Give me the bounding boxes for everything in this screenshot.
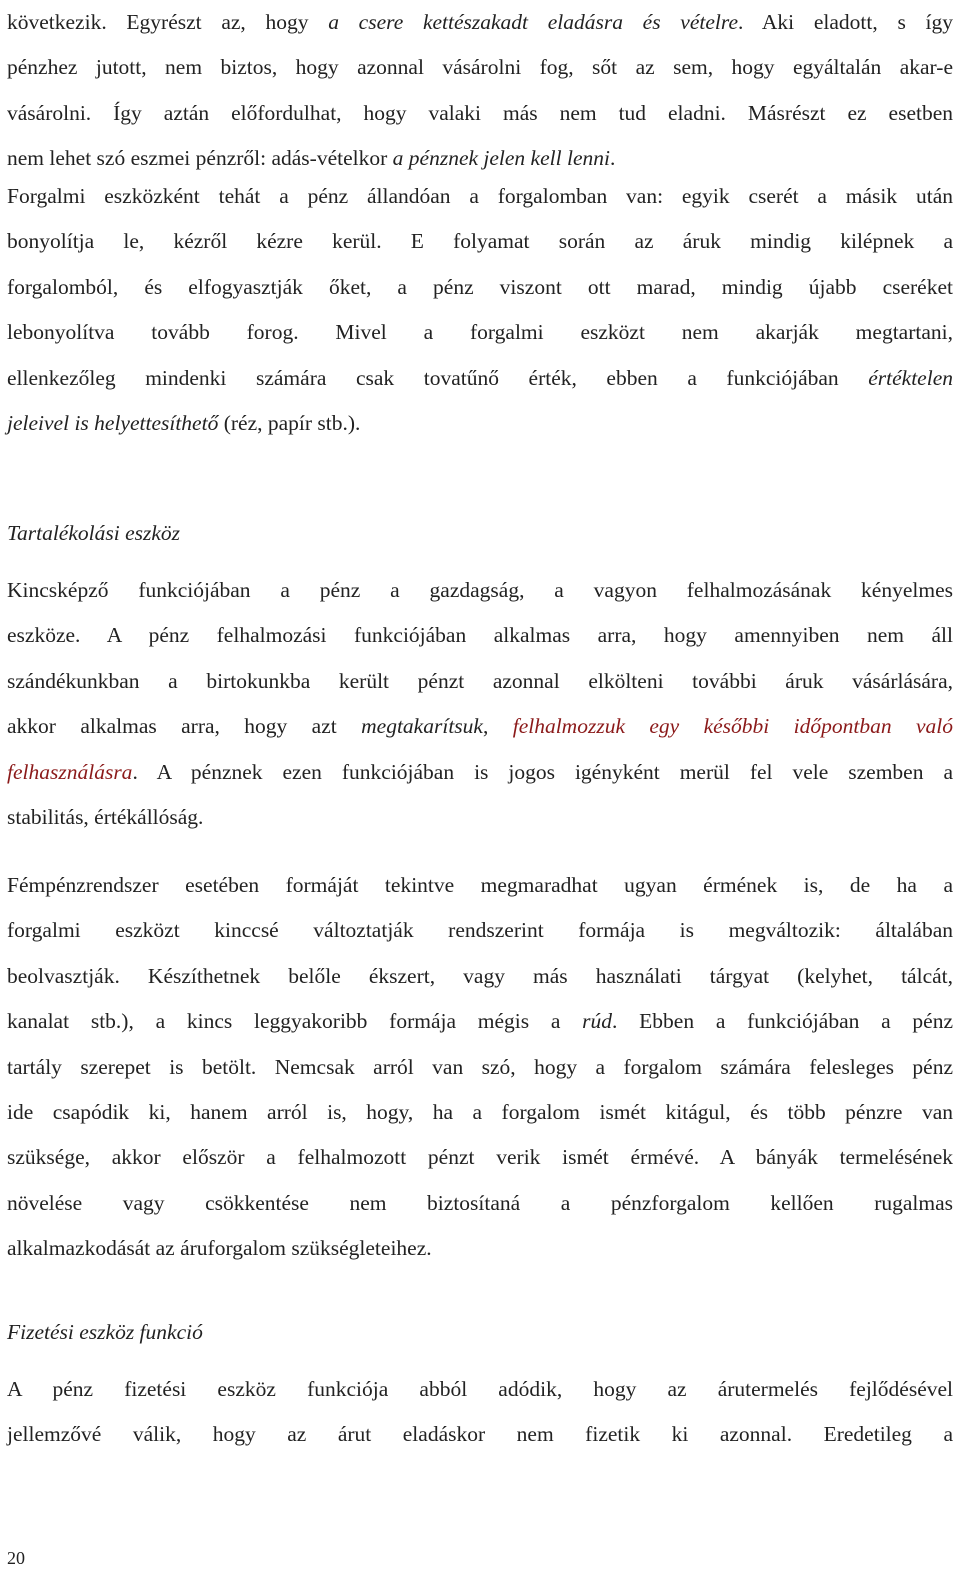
text-line bbox=[7, 908, 953, 953]
section-heading: Fizetési eszköz funkció bbox=[7, 1320, 203, 1344]
text-run: pénzhez jutott, nem biztos, hogy azonnal vásárolni fog, sőt az sem, hogy egyáltalán akar-e bbox=[7, 55, 953, 80]
text-run: akkor alkalmas arra, hogy azt bbox=[7, 714, 362, 739]
text-run: stabilitás, értékállóság. bbox=[7, 804, 204, 829]
italic-text-run: a pénznek jelen kell lenni bbox=[392, 146, 610, 171]
text-line bbox=[7, 356, 953, 401]
text-run: forgalmi eszközt kinccsé változtatják rendszerint formája is megváltozik: általában bbox=[7, 918, 953, 943]
text-run: . Aki eladott, s így bbox=[738, 10, 953, 34]
text-line bbox=[7, 613, 953, 658]
text-run: növelése vagy csökkentése nem biztosítaná a pénzforgalom kellően rugalmas bbox=[7, 1190, 953, 1215]
text-run: ide csapódik ki, hanem arról is, hogy, ha a forgalom ismét kitágul, és több pénzre van bbox=[7, 1099, 953, 1124]
section-heading: Tartalékolási eszköz bbox=[7, 521, 181, 545]
text-line bbox=[7, 1181, 953, 1226]
paragraph bbox=[7, 174, 953, 446]
text-run: (réz, papír stb.). bbox=[218, 410, 361, 435]
paragraph bbox=[7, 1367, 953, 1458]
text-run: következik. Egyrészt az, hogy bbox=[7, 10, 329, 34]
text-line bbox=[7, 45, 953, 90]
text-line bbox=[7, 750, 953, 795]
text-run: bonyolítja le, kézről kézre kerül. E folyamat során az áruk mindig kilépnek a bbox=[7, 229, 953, 254]
text-run: eszköze. A pénz felhalmozási funkciójában alkalmas arra, hogy amennyiben nem áll bbox=[7, 623, 953, 648]
text-run: A pénz fizetési eszköz funkciója abból adódik, hogy az árutermelés fejlődésével bbox=[7, 1377, 953, 1401]
text-line bbox=[7, 704, 953, 749]
text-line bbox=[7, 795, 953, 840]
text-line bbox=[7, 310, 953, 355]
text-line bbox=[7, 91, 953, 136]
text-run: tartály szerepet is betölt. Nemcsak arról van szó, hogy a forgalom számára felesleges pénz bbox=[7, 1054, 953, 1079]
page-number: 20 bbox=[7, 1548, 25, 1568]
text-line bbox=[7, 954, 953, 999]
highlighted-text-run: felhalmozzuk egy későbbi időpontban való bbox=[512, 714, 953, 739]
text-line bbox=[7, 999, 953, 1044]
highlighted-text-run: felhasználásra bbox=[7, 759, 133, 784]
text-run: vásárolni. Így aztán előfordulhat, hogy valaki más nem tud eladni. Másrészt ez esetben bbox=[7, 100, 953, 125]
text-run: beolvasztják. Készíthetnek belőle ékszert, vagy más használati tárgyat (kelyhet, tálcát, bbox=[7, 963, 953, 988]
text-line bbox=[7, 1090, 953, 1135]
text-line bbox=[7, 659, 953, 704]
text-run: szüksége, akkor először a felhalmozott pénzt verik ismét érmévé. A bányák termelésének bbox=[7, 1145, 953, 1170]
text-run: , bbox=[482, 714, 513, 739]
text-run: nem lehet szó eszmei pénzről: adás-vételkor bbox=[7, 146, 393, 171]
text-run: forgalomból, és elfogyasztják őket, a pénz viszont ott marad, mindig újabb cseréket bbox=[7, 274, 953, 299]
text-line bbox=[7, 1367, 953, 1412]
text-run: Fémpénzrendszer esetében formáját tekintve megmaradhat ugyan érmének is, de ha a bbox=[7, 873, 953, 897]
text-run: Forgalmi eszközként tehát a pénz állandóan a forgalomban van: egyik cserét a másik után bbox=[7, 184, 953, 208]
text-line bbox=[7, 1226, 953, 1271]
text-run: kanalat stb.), a kincs leggyakoribb formája mégis a bbox=[7, 1009, 583, 1034]
italic-text-run: a csere kettészakadt eladásra és vételre bbox=[328, 10, 738, 34]
text-line bbox=[7, 174, 953, 219]
text-run: Kincsképző funkciójában a pénz a gazdagság, a vagyon felhalmozásának kényelmes bbox=[7, 578, 953, 602]
text-line bbox=[7, 1135, 953, 1180]
text-line bbox=[7, 265, 953, 310]
text-line bbox=[7, 568, 953, 613]
text-line bbox=[7, 219, 953, 264]
text-line bbox=[7, 1045, 953, 1090]
text-line bbox=[7, 401, 953, 446]
text-run: jellemzővé válik, hogy az árut eladáskor nem fizetik ki azonnal. Eredetileg a bbox=[7, 1422, 953, 1447]
text-line bbox=[7, 1412, 953, 1457]
text-run: szándékunkban a birtokunkba került pénzt azonnal elkölteni további áruk vásárlására, bbox=[7, 668, 953, 693]
paragraph bbox=[7, 568, 953, 840]
text-run: . Ebben a funkciójában a pénz bbox=[612, 1009, 953, 1034]
italic-text-run: megtakarítsuk bbox=[361, 714, 483, 739]
text-run: alkalmazkodását az áruforgalom szükségleteihez. bbox=[7, 1236, 432, 1261]
italic-text-run: jeleivel is helyettesíthető bbox=[7, 410, 219, 435]
text-line bbox=[7, 0, 953, 45]
text-line bbox=[7, 863, 953, 908]
paragraph bbox=[7, 0, 953, 182]
text-run: lebonyolítva tovább forog. Mivel a forgalmi eszközt nem akarják megtartani, bbox=[7, 320, 953, 345]
text-run: . A pénznek ezen funkciójában is jogos igényként merül fel vele szemben a bbox=[132, 759, 953, 784]
paragraph bbox=[7, 863, 953, 1272]
text-run: . bbox=[609, 146, 616, 171]
italic-text-run: rúd bbox=[582, 1009, 613, 1034]
italic-text-run: értéktelen bbox=[868, 365, 953, 390]
text-run: ellenkezőleg mindenki számára csak tovatűnő érték, ebben a funkciójában bbox=[7, 365, 869, 390]
